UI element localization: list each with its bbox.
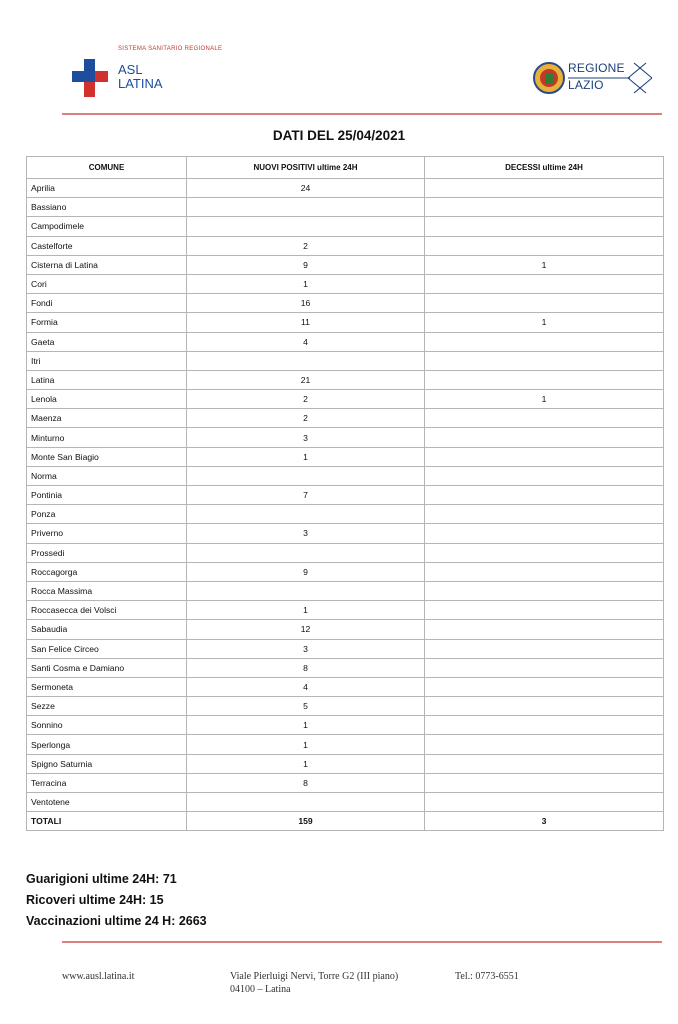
cell-decessi (425, 486, 664, 505)
cell-comune: Santi Cosma e Damiano (27, 658, 187, 677)
cell-nuovi-positivi: 1 (187, 274, 425, 293)
cell-nuovi-positivi: 3 (187, 428, 425, 447)
cell-comune: Prossedi (27, 543, 187, 562)
cell-nuovi-positivi: 2 (187, 390, 425, 409)
table-row (27, 370, 664, 389)
cell-comune: Ventotene (27, 793, 187, 812)
guarigioni-text: Guarigioni ultime 24H: 71 (26, 872, 177, 886)
cell-decessi (425, 351, 664, 370)
regione-lazio-text (568, 61, 625, 92)
totals-label: TOTALI (27, 812, 187, 831)
cell-decessi (425, 447, 664, 466)
cell-nuovi-positivi: 1 (187, 754, 425, 773)
cell-decessi (425, 716, 664, 735)
footer-address-line-2: 04100 – Latina (230, 984, 291, 995)
cell-nuovi-positivi: 1 (187, 447, 425, 466)
total-nuovi-positivi: 159 (187, 812, 425, 831)
table-row (27, 351, 664, 370)
column-header-decessi: DECESSI ultime 24H (425, 157, 664, 179)
asl-line-1: ASL (118, 62, 143, 77)
footer-address (230, 970, 398, 996)
cell-nuovi-positivi: 2 (187, 409, 425, 428)
table-header-row (27, 157, 664, 179)
table-row (27, 562, 664, 581)
cell-decessi (425, 601, 664, 620)
table-row (27, 581, 664, 600)
cell-nuovi-positivi (187, 198, 425, 217)
cell-nuovi-positivi (187, 543, 425, 562)
cell-comune: Rocca Massima (27, 581, 187, 600)
cell-comune: Gaeta (27, 332, 187, 351)
cell-decessi (425, 274, 664, 293)
cell-comune: Sperlonga (27, 735, 187, 754)
cell-comune: Latina (27, 370, 187, 389)
table-body (27, 179, 664, 831)
cell-nuovi-positivi (187, 581, 425, 600)
table-row (27, 601, 664, 620)
cell-decessi (425, 562, 664, 581)
cell-nuovi-positivi: 7 (187, 486, 425, 505)
cell-nuovi-positivi (187, 217, 425, 236)
page-header (0, 0, 678, 120)
cell-nuovi-positivi: 3 (187, 639, 425, 658)
cell-decessi (425, 581, 664, 600)
table-row (27, 735, 664, 754)
table-row (27, 620, 664, 639)
cell-comune: Ponza (27, 505, 187, 524)
cell-decessi (425, 217, 664, 236)
table-row (27, 697, 664, 716)
table-row (27, 773, 664, 792)
cell-comune: Campodimele (27, 217, 187, 236)
cell-decessi (425, 793, 664, 812)
cell-comune: Roccasecca dei Volsci (27, 601, 187, 620)
cell-comune: Aprilia (27, 179, 187, 198)
cell-nuovi-positivi: 8 (187, 658, 425, 677)
cell-comune: Norma (27, 466, 187, 485)
cell-comune: Fondi (27, 294, 187, 313)
footer-address-line-1: Viale Pierluigi Nervi, Torre G2 (III piano) (230, 971, 399, 982)
cell-decessi: 1 (425, 390, 664, 409)
cell-nuovi-positivi (187, 351, 425, 370)
cell-comune: Cisterna di Latina (27, 255, 187, 274)
cell-decessi (425, 294, 664, 313)
cell-decessi (425, 543, 664, 562)
footer-website: www.ausl.latina.it (62, 971, 135, 982)
cell-nuovi-positivi: 1 (187, 601, 425, 620)
cell-comune: Formia (27, 313, 187, 332)
table-row (27, 486, 664, 505)
table-row (27, 255, 664, 274)
table-row (27, 716, 664, 735)
cell-comune: Castelforte (27, 236, 187, 255)
cell-comune: Cori (27, 274, 187, 293)
cell-nuovi-positivi: 24 (187, 179, 425, 198)
cell-nuovi-positivi (187, 505, 425, 524)
cell-nuovi-positivi: 3 (187, 524, 425, 543)
cell-nuovi-positivi: 1 (187, 735, 425, 754)
cell-nuovi-positivi (187, 793, 425, 812)
cell-decessi (425, 428, 664, 447)
cell-nuovi-positivi: 9 (187, 255, 425, 274)
table-row (27, 754, 664, 773)
table-row (27, 447, 664, 466)
cell-comune: Sabaudia (27, 620, 187, 639)
cell-comune: San Felice Circeo (27, 639, 187, 658)
cell-decessi (425, 697, 664, 716)
table-row (27, 409, 664, 428)
cell-comune: Monte San Biagio (27, 447, 187, 466)
footer-phone: Tel.: 0773-6551 (455, 971, 519, 982)
lazio-line-2: LAZIO (568, 78, 604, 92)
cell-decessi (425, 236, 664, 255)
cell-decessi: 1 (425, 313, 664, 332)
data-table (26, 156, 664, 831)
cell-nuovi-positivi: 9 (187, 562, 425, 581)
table-row (27, 217, 664, 236)
cell-comune: Pontinia (27, 486, 187, 505)
cell-comune: Roccagorga (27, 562, 187, 581)
asl-subtitle: SISTEMA SANITARIO REGIONALE (118, 46, 223, 52)
cell-comune: Sezze (27, 697, 187, 716)
cell-nuovi-positivi: 4 (187, 677, 425, 696)
asl-logo-text (118, 63, 163, 91)
table-totals-row (27, 812, 664, 831)
cell-comune: Maenza (27, 409, 187, 428)
cell-comune: Sonnino (27, 716, 187, 735)
cell-nuovi-positivi: 16 (187, 294, 425, 313)
cell-decessi (425, 524, 664, 543)
cell-comune: Terracina (27, 773, 187, 792)
table-row (27, 390, 664, 409)
table-row (27, 505, 664, 524)
document-title: DATI DEL 25/04/2021 (272, 128, 406, 143)
table-row (27, 658, 664, 677)
table-row (27, 274, 664, 293)
cell-decessi (425, 735, 664, 754)
cell-decessi (425, 658, 664, 677)
table-row (27, 179, 664, 198)
cell-nuovi-positivi: 5 (187, 697, 425, 716)
table-row (27, 198, 664, 217)
summary-block (26, 869, 207, 932)
cell-nuovi-positivi: 4 (187, 332, 425, 351)
cell-comune: Spigno Saturnia (27, 754, 187, 773)
cell-nuovi-positivi (187, 466, 425, 485)
cell-decessi (425, 639, 664, 658)
ricoveri-text: Ricoveri ultime 24H: 15 (26, 893, 164, 907)
column-header-comune: COMUNE (27, 157, 187, 179)
cell-comune: Sermoneta (27, 677, 187, 696)
table-row (27, 332, 664, 351)
cell-decessi (425, 370, 664, 389)
column-header-positivi: NUOVI POSITIVI ultime 24H (187, 157, 425, 179)
table-row (27, 524, 664, 543)
cell-decessi (425, 198, 664, 217)
cell-decessi (425, 409, 664, 428)
cell-comune: Itri (27, 351, 187, 370)
header-divider (62, 113, 662, 115)
cell-decessi (425, 332, 664, 351)
table-row (27, 294, 664, 313)
cell-nuovi-positivi: 8 (187, 773, 425, 792)
footer-divider (62, 941, 662, 943)
cell-decessi (425, 754, 664, 773)
asl-line-2: LATINA (118, 76, 163, 91)
cell-nuovi-positivi: 12 (187, 620, 425, 639)
cell-nuovi-positivi: 2 (187, 236, 425, 255)
table-row (27, 313, 664, 332)
table-row (27, 793, 664, 812)
cell-nuovi-positivi: 1 (187, 716, 425, 735)
cell-comune: Bassiano (27, 198, 187, 217)
cell-comune: Priverno (27, 524, 187, 543)
table-row (27, 236, 664, 255)
table-row (27, 677, 664, 696)
cell-decessi (425, 505, 664, 524)
vaccinazioni-text: Vaccinazioni ultime 24 H: 2663 (26, 914, 207, 928)
lazio-line-1: REGIONE (568, 61, 625, 75)
cell-comune: Minturno (27, 428, 187, 447)
cell-decessi (425, 620, 664, 639)
cell-decessi (425, 773, 664, 792)
cell-nuovi-positivi: 11 (187, 313, 425, 332)
total-decessi: 3 (425, 812, 664, 831)
cell-comune: Lenola (27, 390, 187, 409)
table-row (27, 639, 664, 658)
table-row (27, 543, 664, 562)
cell-decessi (425, 179, 664, 198)
table-row (27, 428, 664, 447)
asl-cross-icon (72, 59, 108, 97)
cell-decessi (425, 466, 664, 485)
cell-nuovi-positivi: 21 (187, 370, 425, 389)
cell-decessi: 1 (425, 255, 664, 274)
table-row (27, 466, 664, 485)
cell-decessi (425, 677, 664, 696)
